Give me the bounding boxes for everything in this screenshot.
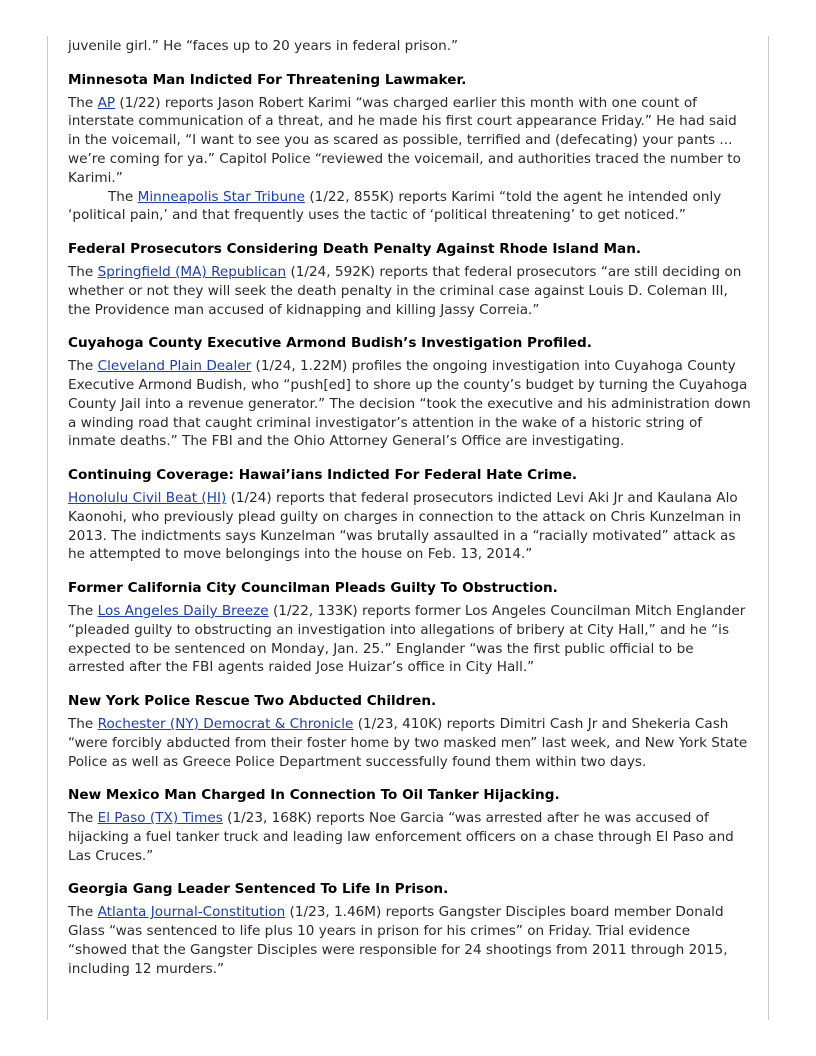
story-6 — [68, 786, 752, 865]
source-link-honolulu-civil-beat[interactable]: Honolulu Civil Beat (HI) — [68, 489, 227, 506]
left-margin-rule — [47, 36, 48, 1020]
source-link-ap[interactable]: AP — [97, 94, 116, 111]
story-headline: Minnesota Man Indicted For Threatening Lawmaker. — [68, 71, 467, 88]
source-link-cleveland-plain-dealer[interactable]: Cleveland Plain Dealer — [97, 358, 252, 375]
story-headline: Cuyahoga County Executive Armond Budish’s Investigation Profiled. — [68, 335, 592, 352]
story-4 — [68, 579, 752, 677]
story-headline: New York Police Rescue Two Abducted Children. — [68, 693, 437, 710]
story-1 — [68, 240, 752, 319]
source-link-la-daily-breeze[interactable]: Los Angeles Daily Breeze — [97, 602, 269, 619]
source-link-el-paso-times[interactable]: El Paso (TX) Times — [97, 810, 223, 827]
story-paragraph: The El Paso (TX) Times (1/23, 168K) reports Noe Garcia “was arrested after he was accused of hijacking a fuel tanker truck and leading law enforcement officers on a chase through El Paso and Las Cruces.” — [68, 810, 734, 864]
source-link-star-tribune[interactable]: Minneapolis Star Tribune — [137, 188, 306, 205]
story-paragraph: The Rochester (NY) Democrat & Chronicle (1/23, 410K) reports Dimitri Cash Jr and Shekeria Cash “were forcibly abducted from their foster home by two masked men” last week, and New York State Police as well as Greece Police Department successfully found them within two days. — [68, 715, 748, 770]
story-5 — [68, 692, 752, 771]
story-paragraph: The Springfield (MA) Republican (1/24, 592K) reports that federal prosecutors “are still deciding on whether or not they will seek the death penalty in the criminal case against Louis D. Coleman III, the Providence man accused of kidnapping and killing Jassy Correia.” — [68, 263, 742, 318]
lead-fragment: juvenile girl.” He “faces up to 20 years in federal prison.” — [68, 38, 459, 54]
story-headline: Continuing Coverage: Hawai’ians Indicted For Federal Hate Crime. — [68, 467, 578, 484]
right-margin-rule — [768, 36, 769, 1020]
document-page — [68, 37, 752, 978]
story-paragraph: The Atlanta Journal-Constitution (1/23, 1.46M) reports Gangster Disciples board member Donald Glass “was sentenced to life plus 10 years in prison for his crimes” on Friday. Trial evidence “showed that the Gangster Disciples were responsible for 24 shootings from 2011 through 2015, including 12 murders.” — [68, 904, 728, 977]
story-0 — [68, 71, 752, 225]
story-paragraph: The Cleveland Plain Dealer (1/24, 1.22M) profiles the ongoing investigation into Cuyahoga County Executive Armond Budish, who “push[ed] to shore up the county’s budget by turning the Cuyahoga County Jail into a revenue generator.” The decision “took the executive and his administration down a winding road that caught criminal investigator’s attention in the wake of a historic string of inmate deaths.” The FBI and the Ohio Attorney General’s Office are investigating. — [68, 358, 751, 450]
source-link-atlanta-journal-constitution[interactable]: Atlanta Journal-Constitution — [97, 904, 286, 921]
story-paragraph: The Los Angeles Daily Breeze (1/22, 133K) reports former Los Angeles Councilman Mitch Englander “pleaded guilty to obstructing an investigation into allegations of bribery at City Hall,” and he “is expected to be sentenced on Monday, Jan. 25.” Englander “was the first public official to be arrested after the FBI agents raided Jose Huizar’s office in City Hall.” — [68, 602, 746, 676]
story-7 — [68, 880, 752, 978]
story-headline: Georgia Gang Leader Sentenced To Life In Prison. — [68, 881, 449, 898]
story-paragraph: The Minneapolis Star Tribune (1/22, 855K) reports Karimi “told the agent he intended only ‘political pain,’ and that frequently uses the tactic of ‘political threatening’ to get noticed.” — [68, 188, 722, 224]
story-2 — [68, 334, 752, 451]
source-link-springfield-republican[interactable]: Springfield (MA) Republican — [97, 263, 287, 280]
story-headline: Federal Prosecutors Considering Death Penalty Against Rhode Island Man. — [68, 241, 642, 258]
story-headline: Former California City Councilman Pleads Guilty To Obstruction. — [68, 580, 558, 597]
story-3 — [68, 466, 752, 564]
source-link-rochester-democrat-chronicle[interactable]: Rochester (NY) Democrat & Chronicle — [97, 715, 354, 732]
story-paragraph: The AP (1/22) reports Jason Robert Karimi “was charged earlier this month with one count of interstate communication of a threat, and he made his first court appearance Friday.” He had said in the voicemail, “I want to see you as scared as possible, terrified and (defecating) your pants ... we’re coming for ya.” Capitol Police “reviewed the voicemail, and authorities traced the number to Karimi.” — [68, 94, 741, 186]
story-headline: New Mexico Man Charged In Connection To Oil Tanker Hijacking. — [68, 787, 560, 804]
story-paragraph: Honolulu Civil Beat (HI) (1/24) reports that federal prosecutors indicted Levi Aki Jr and Kaulana Alo Kaonohi, who previously plead guilty on charges in connection to the attack on Chris Kunzelman in 2013. The indictments says Kunzelman “was brutally assaulted in a “racially motivated” attack as he attempted to move belongings into the house on Feb. 13, 2014.” — [68, 489, 742, 563]
